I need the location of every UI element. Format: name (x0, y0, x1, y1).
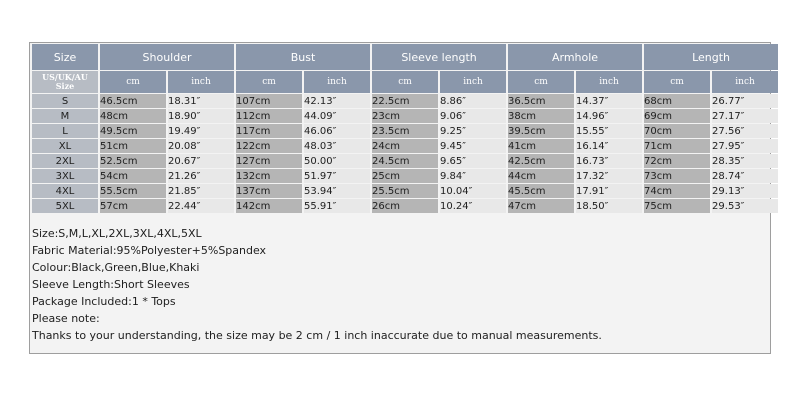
sleeve-inch-cell: 9.65″ (440, 154, 506, 168)
table-row (32, 169, 778, 183)
bust-cm-cell: 127cm (236, 154, 302, 168)
size-cell: M (32, 109, 98, 123)
length-cm-cell: 72cm (644, 154, 710, 168)
length-inch-cell: 29.53″ (712, 199, 778, 213)
sleeve-cm-cell: 23.5cm (372, 124, 438, 138)
unit-cm: cm (100, 71, 166, 93)
sleeve-cm-cell: 25.5cm (372, 184, 438, 198)
bust-cm-cell: 112cm (236, 109, 302, 123)
bust-cm-cell: 107cm (236, 94, 302, 108)
bust-inch-cell: 53.94″ (304, 184, 370, 198)
armhole-cm-cell: 42.5cm (508, 154, 574, 168)
length-inch-cell: 28.35″ (712, 154, 778, 168)
note-accuracy: Thanks to your understanding, the size may be 2 cm / 1 inch inaccurate due to manual measurements. (32, 329, 602, 342)
sleeve-inch-cell: 9.25″ (440, 124, 506, 138)
sleeve-cm-cell: 24cm (372, 139, 438, 153)
note-package: Package Included:1 * Tops (32, 295, 176, 308)
size-cell: L (32, 124, 98, 138)
bust-cm-cell: 132cm (236, 169, 302, 183)
length-inch-cell: 27.95″ (712, 139, 778, 153)
table-row (32, 199, 778, 213)
length-inch-cell: 27.56″ (712, 124, 778, 138)
shoulder-cm-cell: 57cm (100, 199, 166, 213)
unit-inch: inch (168, 71, 234, 93)
size-cell: XL (32, 139, 98, 153)
length-cm-cell: 69cm (644, 109, 710, 123)
size-cell: 3XL (32, 169, 98, 183)
bust-inch-cell: 42.13″ (304, 94, 370, 108)
length-inch-cell: 27.17″ (712, 109, 778, 123)
sleeve-inch-cell: 8.86″ (440, 94, 506, 108)
sleeve-inch-cell: 9.84″ (440, 169, 506, 183)
armhole-inch-cell: 18.50″ (576, 199, 642, 213)
bust-inch-cell: 55.91″ (304, 199, 370, 213)
note-fabric: Fabric Material:95%Polyester+5%Spandex (32, 244, 267, 257)
bust-inch-cell: 46.06″ (304, 124, 370, 138)
bust-inch-cell: 50.00″ (304, 154, 370, 168)
sleeve-inch-cell: 10.04″ (440, 184, 506, 198)
region-size-label: US/UK/AU Size (32, 71, 98, 93)
sleeve-cm-cell: 26cm (372, 199, 438, 213)
size-table (30, 43, 780, 214)
size-cell: 5XL (32, 199, 98, 213)
armhole-cm-cell: 36.5cm (508, 94, 574, 108)
armhole-inch-cell: 16.73″ (576, 154, 642, 168)
shoulder-inch-cell: 20.08″ (168, 139, 234, 153)
table-row (32, 154, 778, 168)
length-inch-cell: 29.13″ (712, 184, 778, 198)
table-row (32, 94, 778, 108)
length-cm-cell: 75cm (644, 199, 710, 213)
bust-cm-cell: 142cm (236, 199, 302, 213)
shoulder-inch-cell: 22.44″ (168, 199, 234, 213)
sleeve-cm-cell: 24.5cm (372, 154, 438, 168)
bust-inch-cell: 48.03″ (304, 139, 370, 153)
sleeve-inch-cell: 9.45″ (440, 139, 506, 153)
unit-inch: inch (440, 71, 506, 93)
header-length: Length (644, 44, 778, 70)
armhole-inch-cell: 16.14″ (576, 139, 642, 153)
bust-cm-cell: 122cm (236, 139, 302, 153)
unit-cm: cm (508, 71, 574, 93)
shoulder-cm-cell: 51cm (100, 139, 166, 153)
length-cm-cell: 70cm (644, 124, 710, 138)
header-shoulder: Shoulder (100, 44, 234, 70)
table-row (32, 124, 778, 138)
length-cm-cell: 74cm (644, 184, 710, 198)
armhole-inch-cell: 15.55″ (576, 124, 642, 138)
note-sizes: Size:S,M,L,XL,2XL,3XL,4XL,5XL (32, 227, 202, 240)
length-inch-cell: 28.74″ (712, 169, 778, 183)
armhole-inch-cell: 14.96″ (576, 109, 642, 123)
shoulder-cm-cell: 52.5cm (100, 154, 166, 168)
length-cm-cell: 73cm (644, 169, 710, 183)
shoulder-cm-cell: 48cm (100, 109, 166, 123)
armhole-inch-cell: 17.91″ (576, 184, 642, 198)
table-row (32, 139, 778, 153)
sleeve-inch-cell: 9.06″ (440, 109, 506, 123)
shoulder-cm-cell: 49.5cm (100, 124, 166, 138)
shoulder-cm-cell: 55.5cm (100, 184, 166, 198)
length-cm-cell: 71cm (644, 139, 710, 153)
sleeve-inch-cell: 10.24″ (440, 199, 506, 213)
note-colour: Colour:Black,Green,Blue,Khaki (32, 261, 200, 274)
product-notes (32, 225, 768, 344)
shoulder-inch-cell: 21.85″ (168, 184, 234, 198)
bust-cm-cell: 137cm (236, 184, 302, 198)
table-row (32, 184, 778, 198)
sleeve-cm-cell: 23cm (372, 109, 438, 123)
length-cm-cell: 68cm (644, 94, 710, 108)
armhole-cm-cell: 39.5cm (508, 124, 574, 138)
length-inch-cell: 26.77″ (712, 94, 778, 108)
size-cell: 2XL (32, 154, 98, 168)
shoulder-inch-cell: 21.26″ (168, 169, 234, 183)
shoulder-inch-cell: 18.90″ (168, 109, 234, 123)
shoulder-inch-cell: 19.49″ (168, 124, 234, 138)
unit-inch: inch (712, 71, 778, 93)
unit-inch: inch (304, 71, 370, 93)
shoulder-cm-cell: 46.5cm (100, 94, 166, 108)
table-row (32, 109, 778, 123)
sleeve-cm-cell: 22.5cm (372, 94, 438, 108)
shoulder-inch-cell: 20.67″ (168, 154, 234, 168)
bust-inch-cell: 44.09″ (304, 109, 370, 123)
note-sleeve-length: Sleeve Length:Short Sleeves (32, 278, 190, 291)
shoulder-cm-cell: 54cm (100, 169, 166, 183)
note-please-note: Please note: (32, 312, 100, 325)
header-sleeve-length: Sleeve length (372, 44, 506, 70)
sleeve-cm-cell: 25cm (372, 169, 438, 183)
size-cell: S (32, 94, 98, 108)
unit-cm: cm (372, 71, 438, 93)
armhole-cm-cell: 47cm (508, 199, 574, 213)
armhole-inch-cell: 14.37″ (576, 94, 642, 108)
header-bust: Bust (236, 44, 370, 70)
size-cell: 4XL (32, 184, 98, 198)
armhole-cm-cell: 38cm (508, 109, 574, 123)
armhole-cm-cell: 41cm (508, 139, 574, 153)
header-row (32, 44, 778, 70)
bust-inch-cell: 51.97″ (304, 169, 370, 183)
unit-inch: inch (576, 71, 642, 93)
header-size: Size (32, 44, 98, 70)
bust-cm-cell: 117cm (236, 124, 302, 138)
unit-row (32, 71, 778, 93)
header-armhole: Armhole (508, 44, 642, 70)
unit-cm: cm (644, 71, 710, 93)
armhole-cm-cell: 45.5cm (508, 184, 574, 198)
armhole-cm-cell: 44cm (508, 169, 574, 183)
size-chart (29, 42, 771, 354)
shoulder-inch-cell: 18.31″ (168, 94, 234, 108)
unit-cm: cm (236, 71, 302, 93)
armhole-inch-cell: 17.32″ (576, 169, 642, 183)
